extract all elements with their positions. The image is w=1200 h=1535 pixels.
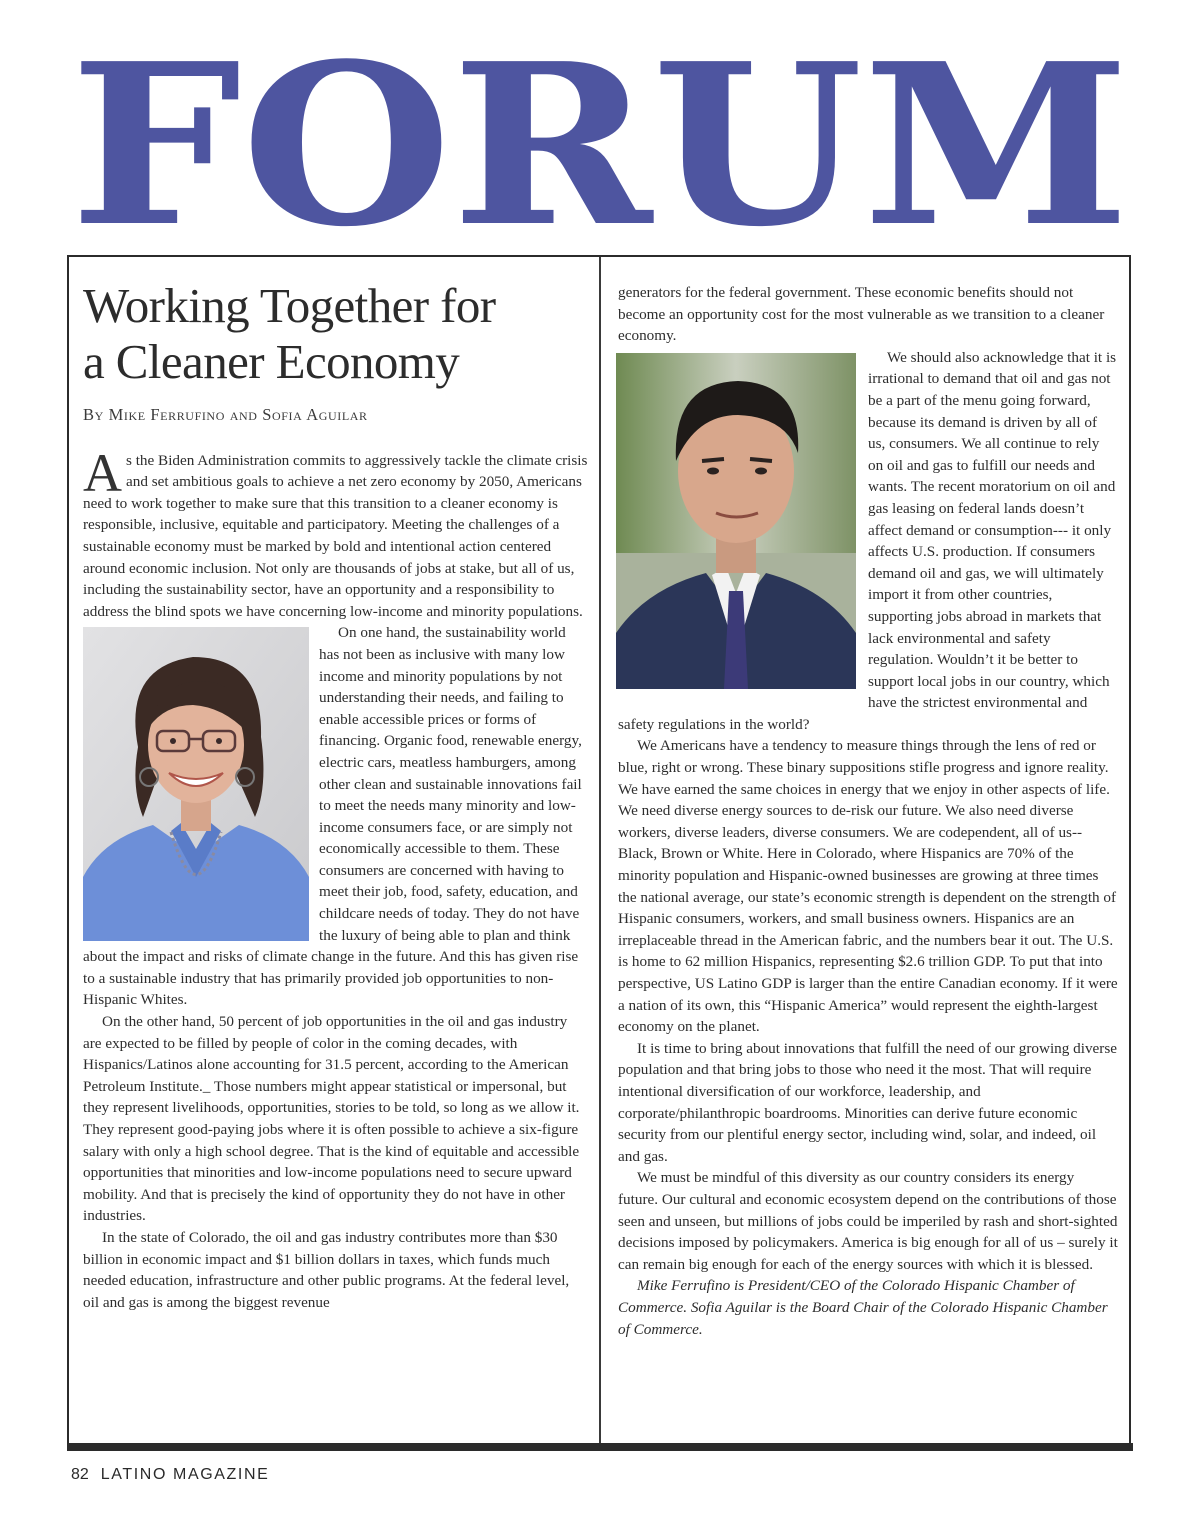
paragraph-6-text: We should also acknowledge that it is irrational to demand that oil and gas not be a part of the menu going forward, because its demand is driven by all of us, consumers. We all continue to rely on oil and gas to fulfill our needs and wants. The recent moratorium on oil and gas leasing on federal lands doesn’t affect demand or consumption--- it only affects U.S. production. If consumers demand oil and gas, we will ultimately import it from other countries, supporting jobs abroad in markets that lack environmental and safety regulation. Wouldn’t it be better to support local jobs in our country, which have the strictest environmental and safety regulations in the world? <box>618 348 1117 733</box>
paragraph-6 <box>618 347 1118 736</box>
frame-bottom-rule <box>67 1443 1133 1451</box>
masthead <box>0 28 1200 233</box>
masthead-logo <box>0 28 1200 233</box>
masthead-title: FORUM <box>70 28 1130 233</box>
article-title <box>83 278 589 390</box>
paragraph-1 <box>83 442 589 623</box>
magazine-name: LATINO MAGAZINE <box>100 1466 270 1483</box>
left-column <box>83 278 589 1313</box>
byline: By Mike Ferrufino and Sofia Aguilar <box>83 405 368 424</box>
paragraph-2 <box>83 622 589 1011</box>
page-footer <box>71 1466 269 1484</box>
paragraph-8: It is time to bring about innovations that fulfill the need of our growing diverse population and that bring jobs to those who need it the most. That will require intentional diversification of our workforce, leadership, and corporate/philanthropic boardrooms. Minorities can derive future economic security from our plentiful energy sector, including wind, solar, and indeed, oil and gas. <box>618 1039 1118 1165</box>
page-number: 82 <box>71 1466 89 1483</box>
paragraph-7: We Americans have a tendency to measure things through the lens of red or blue, right or wrong. These binary suppositions stifle progress and ignore reality. We have earned the same choices in energy that we enjoy in other aspects of life. We need diverse energy sources to de-risk our future. We also need diverse workers, diverse leaders, diverse consumers. We are codependent, all of us--Black, Brown or White. Here in Colorado, where Hispanics are 70% of the minority population and Hispanic-owned businesses are growing at three times the national average, our state’s economic strength is dependent on the strength of Hispanic consumers, workers, and small business owners. Hispanics are an irreplaceable thread in the American fabric, and the numbers bear it out. The U.S. is home to 62 million Hispanics, representing $2.6 trillion GDP. To put that into perspective, US Latino GDP is larger than the entire Canadian economy. If it were a nation of its own, this “Hispanic America” would represent the eighth-largest economy on the planet. <box>618 737 1118 1036</box>
column-divider <box>599 257 601 1443</box>
article-title-line2: a Cleaner Economy <box>83 334 460 389</box>
author-photo-mike-ferrufino <box>616 353 856 689</box>
paragraph-5: generators for the federal government. These economic benefits should not become an opportunity cost for the most vulnerable as we transition to a cleaner economy. <box>618 284 1105 345</box>
article-title-line1: Working Together for <box>83 278 496 333</box>
author-note: Mike Ferrufino is President/CEO of the Colorado Hispanic Chamber of Commerce. Sofia Aguilar is the Board Chair of the Colorado Hispanic Chamber of Commerce. <box>618 1277 1108 1338</box>
paragraph-1-text: s the Biden Administration commits to aggressively tackle the climate crisis and set ambitious goals to achieve a net zero economy by 2050, Americans need to work together to make sure that this transition to a cleaner economy is responsible, inclusive, equitable and participatory. Meeting the challenges of a sustainable economy must be marked by bold and intentional action centered around economic inclusion. Not only are thousands of jobs at stake, but all of us, including the sustainability sector, have an opportunity and a responsibility to address the blind spots we have concerning low-income and minority populations. <box>83 451 588 620</box>
right-column <box>618 282 1118 1340</box>
paragraph-3: On the other hand, 50 percent of job opportunities in the oil and gas industry are expected to be filled by people of color in the coming decades, with Hispanics/Latinos alone accounting for 31.5 percent, according to the American Petroleum Institute._ Those numbers might appear statistical or impersonal, but they represent livelihoods, opportunities, stories to be told, so long as we allow it. They represent good-paying jobs where it is often possible to achieve a six-figure salary with only a high school degree. That is the kind of equitable and accessible opportunities that minorities and low-income populations need to secure upward mobility. And that is precisely the kind of opportunity they do not have in other industries. <box>83 1013 580 1225</box>
author-photo-sofia-aguilar <box>83 627 309 941</box>
paragraph-4: In the state of Colorado, the oil and gas industry contributes more than $30 billion in economic impact and $1 billion dollars in taxes, which funds much needed education, infrastructure and other public programs. At the federal level, oil and gas is among the biggest revenue <box>83 1228 570 1311</box>
drop-cap: A <box>83 442 122 503</box>
paragraph-2-text: On one hand, the sustainability world has not been as inclusive with many low income and minority populations by not understanding their needs, and failing to enable accessible prices or forms of financing. Organic food, renewable energy, electric cars, meatless hamburgers, among other clean and sustainable innovations fail to meet the needs many minority and low-income consumers face, or are simply not economically accessible to them. These consumers are concerned with having to meet their job, food, safety, education, and childcare needs of today. They do not have the luxury of being able to plan and think about the impact and risks of climate change in the future. And this has given rise to a sustainable industry that has primarily provided job opportunities to non-Hispanic Whites. <box>83 624 582 1009</box>
paragraph-9: We must be mindful of this diversity as our country considers its energy future. Our cultural and economic ecosystem depend on the contributions of those seen and unseen, but millions of jobs could be imperiled by rash and short-sighted decisions imposed by policymakers. America is big enough for all of us – surely it can remain big enough for each of the energy sources with which it is blessed. <box>618 1169 1118 1273</box>
